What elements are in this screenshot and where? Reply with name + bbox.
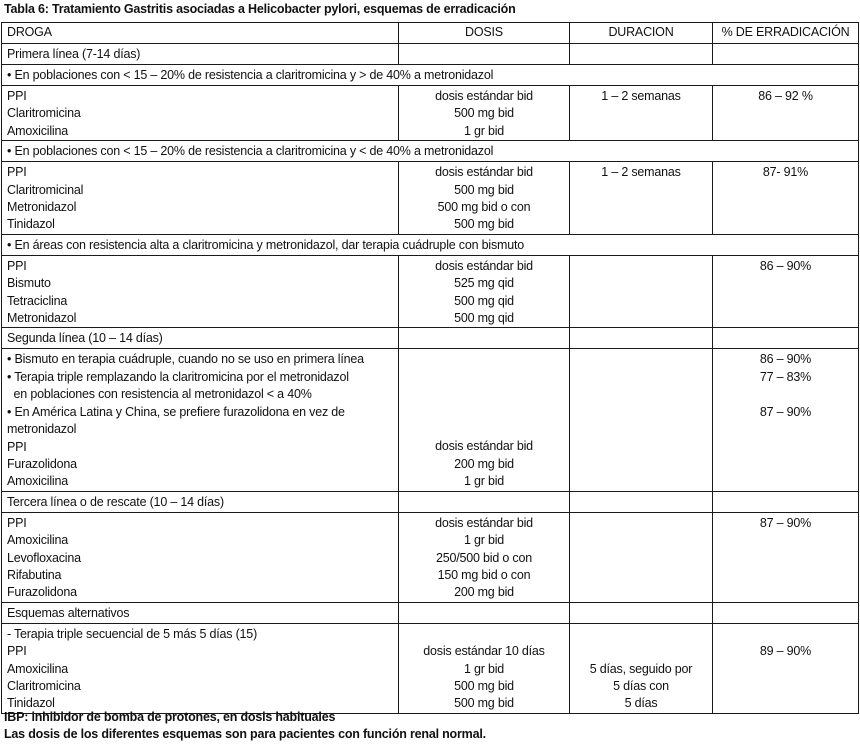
header-dosis: DOSIS: [399, 23, 570, 44]
duration: 1 – 2 semanas: [570, 86, 713, 141]
drug: Levofloxacina: [7, 550, 81, 565]
duration: [570, 349, 713, 491]
dose: 1 gr bid: [463, 533, 505, 548]
regimen-row: [2, 255, 859, 328]
dose-list: [399, 623, 570, 713]
table-caption: Tabla 6: Tratamiento Gastritis asociadas a Helicobacter pylori, esquemas de erradicación: [4, 2, 516, 16]
drug: Bismuto: [7, 276, 51, 291]
drug: PPI: [7, 258, 27, 273]
drug-list: [2, 162, 399, 235]
drug: PPI: [7, 644, 27, 659]
eradication-rate-value: 89 – 90%: [759, 644, 812, 659]
section-primera: Primera línea (7-14 días): [2, 44, 399, 65]
drug-list: [2, 512, 399, 602]
section-tercera: Tercera línea o de rescate (10 – 14 días): [2, 491, 399, 512]
eradication-rate: [713, 623, 859, 713]
duration: [570, 512, 713, 602]
section-row: [2, 44, 859, 65]
dose: 1 gr bid: [463, 661, 505, 676]
eradication-rate: 87- 91%: [713, 162, 859, 235]
section-row: [2, 491, 859, 512]
eradication-rate: 87 – 90%: [759, 404, 812, 419]
duration-line: 5 días: [624, 696, 658, 711]
regimen-row: [2, 623, 859, 713]
section-row: [2, 328, 859, 349]
condition-row: [2, 65, 859, 86]
dose-list: [399, 86, 570, 141]
drug: PPI: [7, 89, 27, 103]
dose: dosis estándar bid: [435, 258, 533, 273]
dose-list: [399, 512, 570, 602]
regimen-row: [2, 349, 859, 491]
dose: 500 mg bid o con: [437, 200, 531, 215]
condition-row: [2, 141, 859, 162]
indication: - Terapia triple secuencial de 5 más 5 días (15): [7, 626, 258, 641]
drug-list: [2, 86, 399, 141]
dose-list: [399, 255, 570, 328]
header-droga: DROGA: [2, 23, 399, 44]
indication: • En América Latina y China, se prefiere furazolidona en vez de: [7, 404, 345, 419]
indication: en poblaciones con resistencia al metronidazol < a 40%: [7, 387, 312, 402]
dose: 500 mg qid: [454, 311, 514, 326]
condition-3: • En áreas con resistencia alta a claritromicina y metronidazol, dar terapia cuádruple con bismuto: [2, 234, 859, 255]
drug: Tinidazol: [7, 217, 55, 232]
dose: dosis estándar bid: [435, 439, 533, 454]
indication: metronidazol: [7, 422, 77, 437]
table-notes: [4, 709, 486, 743]
section-alternativos: Esquemas alternativos: [2, 602, 399, 623]
drug: Furazolidona: [7, 456, 77, 471]
header-erradicacion: % DE ERRADICACIÓN: [713, 23, 859, 44]
dose: 500 mg bid: [454, 106, 514, 121]
eradication-rates: [713, 349, 859, 491]
drug-list: [2, 623, 399, 713]
dose: 500 mg bid: [454, 696, 514, 711]
regimen-row: [2, 86, 859, 141]
dose: 200 mg bid: [454, 456, 514, 471]
indication: • Terapia triple remplazando la claritromicina por el metronidazol: [7, 369, 349, 384]
eradication-rate: 86 – 90%: [713, 255, 859, 328]
condition-2: • En poblaciones con < 15 – 20% de resistencia a claritromicina y < de 40% a metronidazol: [2, 141, 859, 162]
dose: 500 mg qid: [454, 293, 514, 308]
dose: 500 mg bid: [454, 678, 514, 693]
drug: Rifabutina: [7, 567, 62, 582]
drug: Amoxicilina: [7, 533, 69, 548]
eradication-rate: 86 – 92 %: [713, 86, 859, 141]
header-row: [2, 23, 859, 44]
drug: PPI: [7, 515, 27, 530]
eradication-table: [1, 22, 859, 714]
drug: Claritromicinal: [7, 182, 84, 197]
section-segunda: Segunda línea (10 – 14 días): [2, 328, 399, 349]
eradication-rate: 86 – 90%: [759, 352, 812, 367]
dose: 525 mg qid: [454, 276, 514, 291]
drug: Tinidazol: [7, 696, 55, 711]
regimen-row: [2, 512, 859, 602]
dose: 250/500 bid o con: [436, 550, 532, 565]
note-ibp: IBP: inhibidor de bomba de protones, en dosis habituales: [4, 710, 336, 724]
dose: 1 gr bid: [463, 474, 505, 489]
duration: [570, 623, 713, 713]
dose: dosis estándar 10 días: [423, 644, 545, 659]
drug: Claritromicina: [7, 106, 81, 121]
dose: 500 mg bid: [454, 217, 514, 232]
drug: Amoxicilina: [7, 661, 69, 676]
dose: dosis estándar bid: [435, 89, 533, 103]
dose: 200 mg bid: [454, 585, 514, 600]
drug: Claritromicina: [7, 678, 81, 693]
duration-line: 5 días con: [613, 678, 669, 693]
eradication-rate: 77 – 83%: [759, 369, 812, 384]
condition-1: • En poblaciones con < 15 – 20% de resistencia a claritromicina y > de 40% a metronidazol: [2, 65, 859, 86]
indication: • Bismuto en terapia cuádruple, cuando no se uso en primera línea: [7, 352, 364, 367]
drug: PPI: [7, 439, 27, 454]
duration: 1 – 2 semanas: [570, 162, 713, 235]
duration: [570, 255, 713, 328]
header-duracion: DURACION: [570, 23, 713, 44]
section-row: [2, 602, 859, 623]
dose: dosis estándar bid: [435, 165, 533, 180]
drug: Amoxicilina: [7, 123, 69, 138]
duration-line: 5 días, seguido por: [589, 661, 693, 676]
drug: Metronidazol: [7, 200, 77, 215]
drug-list: [2, 349, 399, 491]
drug: Amoxicilina: [7, 474, 69, 489]
drug: PPI: [7, 165, 27, 180]
drug: Metronidazol: [7, 311, 77, 326]
dose-list: [399, 349, 570, 491]
dose: 1 gr bid: [463, 123, 505, 138]
drug: Tetraciclina: [7, 293, 68, 308]
condition-row: [2, 234, 859, 255]
eradication-rate: 87 – 90%: [713, 512, 859, 602]
drug-list: [2, 255, 399, 328]
dose-list: [399, 162, 570, 235]
drug: Furazolidona: [7, 585, 77, 600]
dose: dosis estándar bid: [435, 515, 533, 530]
regimen-row: [2, 162, 859, 235]
dose: 150 mg bid o con: [437, 567, 531, 582]
note-renal: Las dosis de los diferentes esquemas son para pacientes con función renal normal.: [4, 727, 486, 741]
dose: 500 mg bid: [454, 182, 514, 197]
